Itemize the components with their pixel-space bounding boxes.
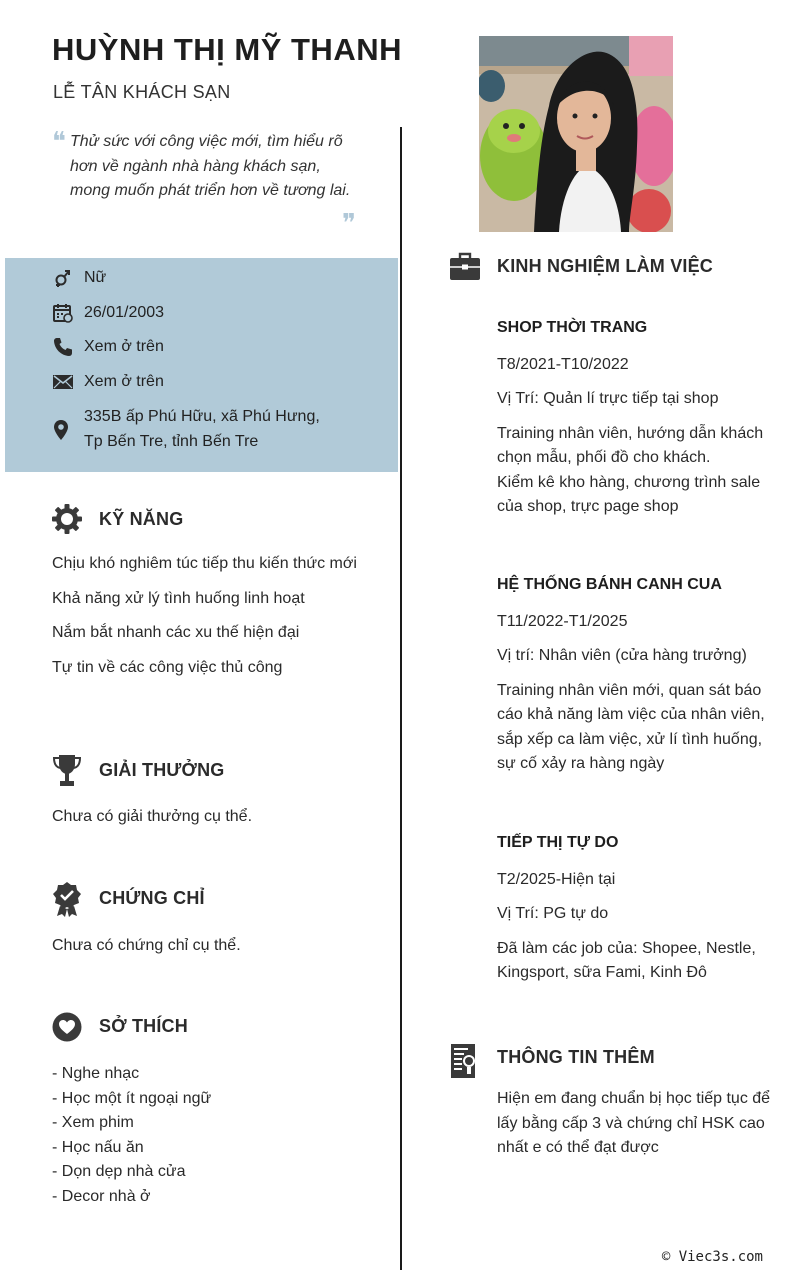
candidate-name: HUỲNH THỊ MỸ THANH (52, 32, 402, 67)
job-position: Vị trí: Nhân viên (cửa hàng trưởng) (497, 647, 747, 664)
experience-job-3 (497, 831, 769, 986)
address-line-2: Tp Bến Tre, tỉnh Bến Tre (84, 432, 259, 450)
map-pin-icon (53, 405, 75, 454)
address-value (84, 405, 320, 454)
document-icon (450, 1043, 478, 1084)
heart-icon (52, 1012, 82, 1047)
skills-title: KỸ NĂNG (99, 509, 184, 529)
address-line-1: 335B ấp Phú Hữu, xã Phú Hưng, (84, 408, 320, 425)
job-company: SHOP THỜI TRANG (497, 319, 648, 336)
skill-item: Chịu khó nghiêm túc tiếp thu kiến thức mới (52, 555, 357, 572)
job-position: Vị Trí: PG tự do (497, 905, 609, 922)
job-description: Đã làm các job của: Shopee, Nestle, Kingsport, sữa Fami, Kinh Đô (497, 939, 756, 981)
job-description: Training nhân viên, hướng dẫn khách chọn mẫu, phối đồ cho khách. (497, 424, 764, 466)
open-quote-icon: ❝ (52, 127, 66, 157)
gender-value: Nữ (84, 269, 107, 286)
hobby-item: - Học nấu ăn (52, 1138, 144, 1156)
job-description: Training nhân viên mới, quan sát báo cáo khả năng làm việc của nhân viên, sắp xếp ca làm việc, xử lí tình huống, sự cố xảy ra hàng ngày (497, 681, 765, 772)
calendar-icon (53, 301, 75, 325)
contact-info-panel (5, 258, 398, 472)
hobby-item: - Xem phim (52, 1114, 134, 1131)
certificate-badge-icon (52, 882, 82, 923)
extra-info-title: THÔNG TIN THÊM (497, 1047, 655, 1067)
job-title: LỄ TÂN KHÁCH SẠN (53, 82, 231, 102)
contact-email (53, 370, 164, 395)
birthday-value: 26/01/2003 (84, 304, 165, 321)
experience-job-2 (497, 573, 769, 777)
skills-list (52, 552, 362, 680)
briefcase-icon (450, 252, 480, 285)
awards-text: Chưa có giải thưởng cụ thể. (52, 808, 253, 825)
footer-watermark: © Viec3s.com (661, 1249, 763, 1265)
certificates-title: CHỨNG CHỈ (99, 888, 205, 908)
awards-title: GIẢI THƯỞNG (99, 760, 225, 780)
hobby-item: - Nghe nhạc (52, 1065, 140, 1082)
job-company: TIẾP THỊ TỰ DO (497, 834, 619, 851)
experience-title: KINH NGHIỆM LÀM VIỆC (497, 256, 714, 276)
phone-icon (53, 335, 75, 359)
hobbies-title: SỞ THÍCH (99, 1016, 188, 1036)
skill-item: Tự tin về các công việc thủ công (52, 658, 283, 676)
contact-address (53, 405, 320, 454)
column-divider (400, 127, 402, 1270)
hobbies-list (52, 1062, 372, 1209)
job-position: Vị Trí: Quản lí trực tiếp tại shop (497, 390, 719, 407)
extra-info-text: Hiện em đang chuẩn bị học tiếp tục để lấy bằng cấp 3 và chứng chỉ HSK cao nhất e có thể đạt được (497, 1090, 771, 1156)
gender-icon (53, 266, 75, 290)
experience-job-1 (497, 316, 769, 520)
skill-item: Khả năng xử lý tình huống linh hoạt (52, 589, 305, 607)
job-description: Kiểm kê kho hàng, chương trình sale của shop, trực page shop (497, 473, 761, 515)
skill-item: Nắm bắt nhanh các xu thế hiện đại (52, 624, 300, 641)
envelope-icon (53, 370, 75, 394)
phone-value: Xem ở trên (84, 338, 164, 355)
contact-gender (53, 266, 106, 291)
close-quote-icon: ❞ (342, 209, 356, 239)
email-value: Xem ở trên (84, 373, 164, 390)
hobby-item: - Dọn dẹp nhà cửa (52, 1163, 186, 1180)
career-summary: Thử sức với công việc mới, tìm hiểu rõ hơn về ngành nhà hàng khách sạn, mong muốn phát triển hơn về tương lai. (70, 133, 351, 199)
hobby-item: - Decor nhà ở (52, 1187, 151, 1205)
job-company: HỆ THỐNG BÁNH CANH CUA (497, 576, 722, 593)
certificates-text: Chưa có chứng chỉ cụ thể. (52, 937, 241, 954)
job-period: T11/2022-T1/2025 (497, 612, 628, 630)
job-period: T2/2025-Hiện tại (497, 870, 616, 888)
gear-icon (52, 504, 82, 539)
hobby-item: - Học một ít ngoại ngữ (52, 1089, 212, 1107)
contact-birthday (53, 301, 164, 326)
contact-phone (53, 335, 164, 360)
job-period: T8/2021-T10/2022 (497, 355, 629, 373)
trophy-icon (52, 754, 82, 793)
profile-photo (479, 36, 673, 232)
